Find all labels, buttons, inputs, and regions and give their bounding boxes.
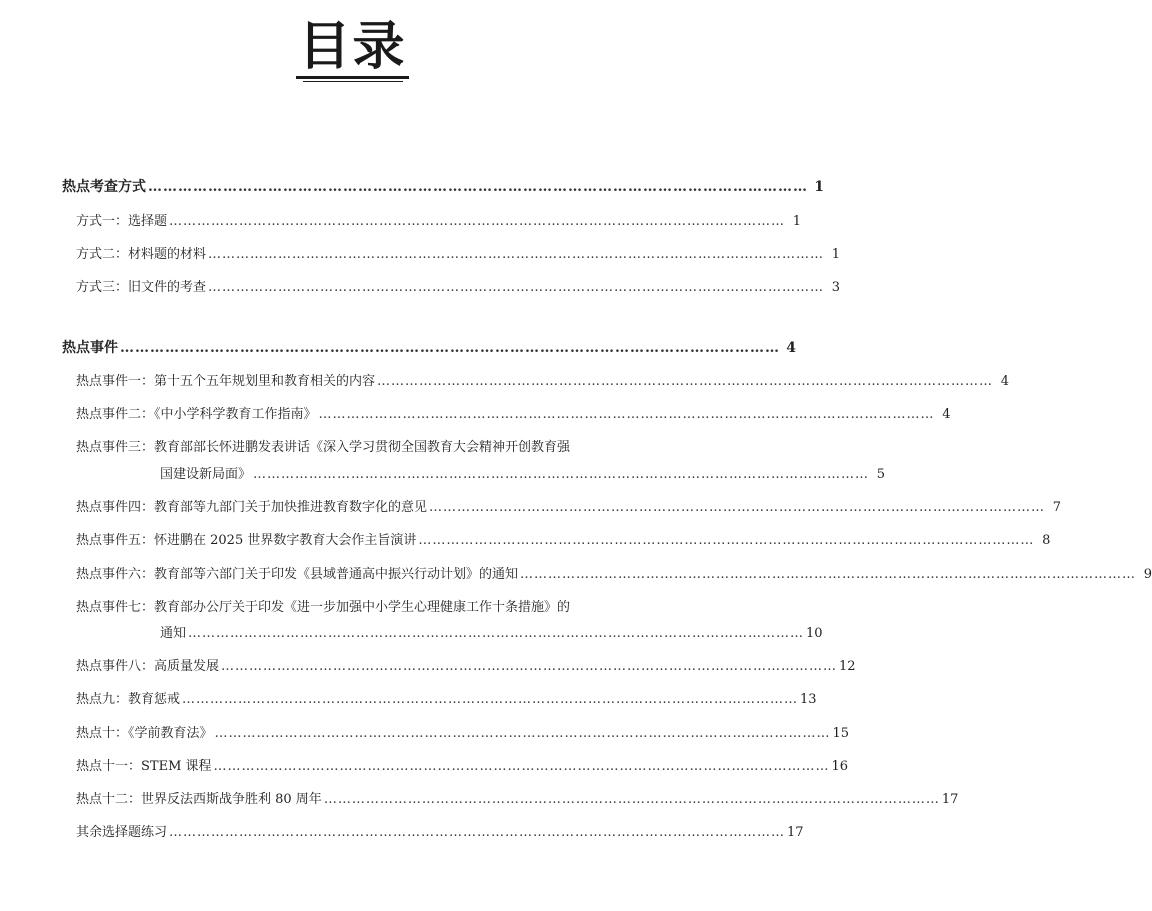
toc-page-number: 8: [1042, 533, 1051, 548]
toc-entry[interactable]: [76, 529, 1051, 548]
leader-dots: ……………………………………………………………………………………………………………………: [418, 533, 1035, 548]
leader-dots: ……………………………………………………………………………………………………………………: [208, 280, 825, 295]
toc-entry[interactable]: [76, 755, 849, 774]
toc-page-number: 4: [786, 340, 796, 356]
toc-entry-label: 热点十二：世界反法西斯战争胜利 80 周年: [76, 792, 322, 807]
leader-dots: ……………………………………………………………………………………………………………………: [221, 659, 838, 674]
toc-entry[interactable]: [76, 370, 1010, 389]
toc-entry-label: 热点九：教育惩戒: [76, 692, 181, 707]
toc-entry-label: 其余选择题练习: [76, 825, 168, 840]
toc-entry-label: 热点事件二：《中小学科学教育工作指南》: [76, 407, 317, 422]
toc-entry[interactable]: [76, 563, 1152, 582]
toc-entry[interactable]: [160, 622, 823, 641]
toc-entry[interactable]: [76, 655, 856, 674]
toc-entry[interactable]: [160, 463, 886, 482]
leader-dots: ……………………………………………………………………………………………………………………: [377, 374, 994, 389]
leader-dots: ……………………………………………………………………………………………………………………: [169, 825, 786, 840]
toc-entry-label-line1[interactable]: 热点事件七：教育部办公厅关于印发《进一步加强中小学生心理健康工作十条措施》的: [76, 600, 571, 615]
toc-entry[interactable]: [76, 496, 1062, 515]
toc-entry[interactable]: [76, 722, 850, 741]
toc-section[interactable]: [62, 176, 824, 196]
leader-dots: ……………………………………………………………………………………………………………………: [208, 247, 825, 262]
toc-entry-label: 热点事件一：第十五个五年规划里和教育相关的内容: [76, 374, 376, 389]
toc-entry-label: 热点事件四：教育部等九部门关于加快推进教育数字化的意见: [76, 500, 428, 515]
toc-entry[interactable]: [76, 276, 841, 295]
toc-entry[interactable]: [76, 788, 959, 807]
toc-page-number: 5: [876, 467, 886, 482]
toc-section-label: 热点事件: [62, 340, 118, 356]
toc-page-number: 17: [941, 792, 959, 807]
toc-page-number: 7: [1052, 500, 1062, 515]
toc-entry-label: 热点十一：STEM 课程: [76, 759, 212, 774]
toc-entry-label-line2: 国建设新局面》: [160, 467, 252, 482]
toc-entry[interactable]: [76, 403, 951, 422]
leader-dots: ……………………………………………………………………………………………………………………: [520, 567, 1137, 582]
toc-page-number: 12: [839, 659, 856, 674]
toc-entry-label: 方式三：旧文件的考查: [76, 280, 207, 295]
toc-entry[interactable]: [76, 243, 841, 262]
toc-entry-label: 热点十：《学前教育法》: [76, 726, 213, 741]
toc-entry[interactable]: [76, 821, 804, 840]
toc-page-number: 1: [814, 179, 824, 195]
toc-page-number: 13: [800, 692, 817, 707]
toc-page-number: 1: [792, 214, 802, 229]
toc-section[interactable]: [62, 337, 796, 357]
leader-dots: ……………………………………………………………………………………………………………………: [214, 726, 831, 741]
toc-section-label: 热点考查方式: [62, 179, 146, 195]
toc-page-number: 4: [1000, 374, 1010, 389]
toc-page-number: 1: [831, 247, 841, 262]
toc-entry-label: 热点事件五：怀进鹏在 2025 世界数字教育大会作主旨演讲: [76, 533, 417, 548]
toc-entry[interactable]: [76, 688, 817, 707]
toc-entry-label: 热点事件六：教育部等六部门关于印发《县域普通高中振兴行动计划》的通知: [76, 567, 519, 582]
toc-entry-label-line2: 通知: [160, 626, 187, 641]
toc-entry-label: 方式一：选择题: [76, 214, 168, 229]
leader-dots: ……………………………………………………………………………………………………………………: [213, 759, 830, 774]
toc-page-number: 4: [942, 407, 951, 422]
leader-dots: ……………………………………………………………………………………………………………………: [318, 407, 935, 422]
title-underline: [303, 81, 403, 82]
toc-page-number: 9: [1143, 567, 1152, 582]
toc-page-number: 15: [832, 726, 850, 741]
toc-entry-label: 方式二：材料题的材料: [76, 247, 207, 262]
toc-page-number: 10: [806, 626, 823, 641]
leader-dots: ……………………………………………………………………………………………………………………: [429, 500, 1046, 515]
toc-title-text: 目录: [298, 17, 407, 77]
leader-dots: ……………………………………………………………………………………………………………………: [148, 179, 808, 195]
toc-page-number: 17: [787, 825, 804, 840]
toc-entry-label-line1[interactable]: 热点事件三：教育部部长怀进鹏发表讲话《深入学习贯彻全国教育大会精神开创教育强: [76, 440, 571, 455]
leader-dots: ……………………………………………………………………………………………………………………: [182, 692, 799, 707]
leader-dots: ……………………………………………………………………………………………………………………: [169, 214, 786, 229]
toc-entry[interactable]: [76, 210, 802, 229]
toc-entry-label: 热点事件八：高质量发展: [76, 659, 220, 674]
toc-page-number: 3: [831, 280, 841, 295]
leader-dots: ……………………………………………………………………………………………………………………: [120, 340, 780, 356]
toc-page-number: 16: [831, 759, 849, 774]
leader-dots: ……………………………………………………………………………………………………………………: [253, 467, 870, 482]
toc-title: [0, 18, 705, 82]
leader-dots: ……………………………………………………………………………………………………………………: [323, 792, 940, 807]
leader-dots: ……………………………………………………………………………………………………………………: [188, 626, 805, 641]
